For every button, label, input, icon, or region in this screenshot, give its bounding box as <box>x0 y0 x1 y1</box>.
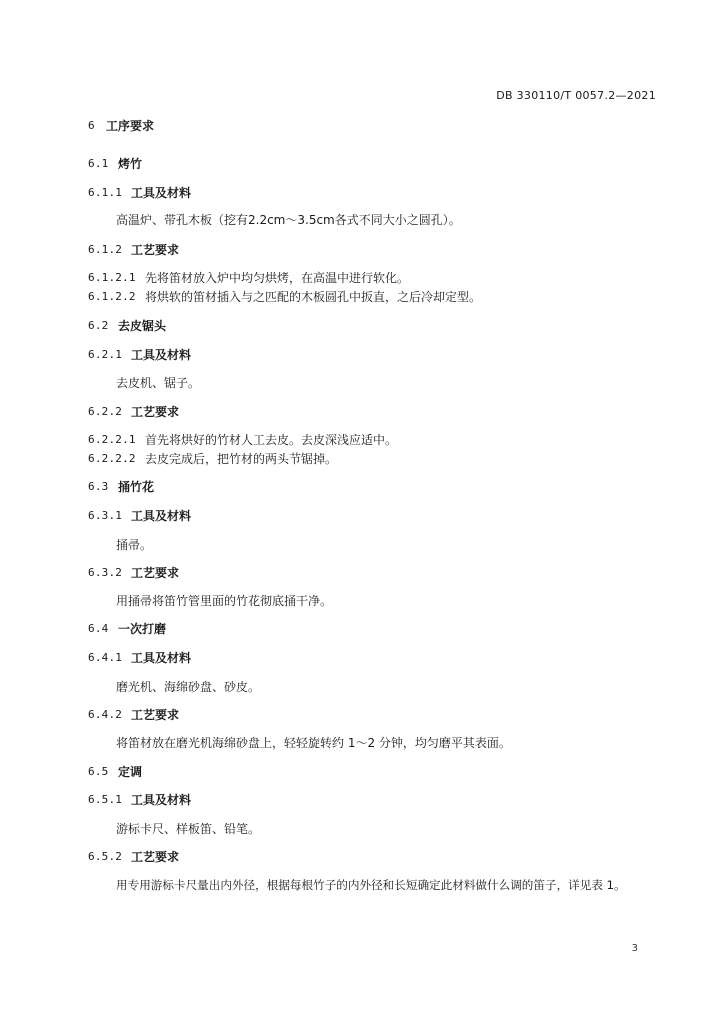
subsection-title: 工艺要求 <box>131 708 180 722</box>
subsection-title: 工艺要求 <box>131 850 180 864</box>
section-title: 定调 <box>118 765 143 779</box>
section-number: 6.5 <box>88 765 109 778</box>
clause-text: 先将笛材放入炉中均匀烘烤，在高温中进行软化。 <box>145 271 410 285</box>
paragraph-text: 游标卡尺、样板笛、铅笔。 <box>116 822 261 836</box>
clause-number: 6.1.2.1 <box>88 271 136 284</box>
section-number: 6.1 <box>88 157 109 170</box>
subsection-number: 6.4.2 <box>88 708 123 721</box>
paragraph-text: 用捅帚将笛竹管里面的竹花彻底捅干净。 <box>116 594 333 608</box>
subsection-title: 工具及材料 <box>131 348 192 362</box>
paragraph-text: 将笛材放在磨光机海绵砂盘上，轻轻旋转约 1～2 分钟，均匀磨平其表面。 <box>116 736 511 750</box>
page-number: 3 <box>631 943 638 954</box>
clause-number: 6.2.2.1 <box>88 433 136 446</box>
subsection-title: 工具及材料 <box>131 651 192 665</box>
subsection-number: 6.5.2 <box>88 850 123 863</box>
subsection-number: 6.5.1 <box>88 793 123 806</box>
subsection-number: 6.2.2 <box>88 405 123 418</box>
subsection-title: 工具及材料 <box>131 186 192 200</box>
section-number: 6 <box>88 119 95 132</box>
section-number: 6.3 <box>88 480 109 493</box>
clause-number: 6.2.2.2 <box>88 452 136 465</box>
section-title: 去皮锯头 <box>118 319 167 333</box>
section-title: 捅竹花 <box>118 480 155 494</box>
subsection-number: 6.3.1 <box>88 509 123 522</box>
paragraph-text: 磨光机、海绵砂盘、砂皮。 <box>116 680 261 694</box>
subsection-title: 工具及材料 <box>131 509 192 523</box>
subsection-title: 工艺要求 <box>131 566 180 580</box>
paragraph-text: 高温炉、带孔木板（挖有2.2cm～3.5cm各式不同大小之圆孔）。 <box>116 213 461 227</box>
subsection-title: 工艺要求 <box>131 405 180 419</box>
subsection-number: 6.1.2 <box>88 243 123 256</box>
section-title: 烤竹 <box>118 157 143 171</box>
section-title: 工序要求 <box>106 119 155 133</box>
clause-text: 去皮完成后，把竹材的两头节锯掉。 <box>145 452 338 466</box>
paragraph-text: 用专用游标卡尺量出内外径，根据每根竹子的内外径和长短确定此材料做什么调的笛子，详见表 1。 <box>116 878 626 892</box>
subsection-number: 6.1.1 <box>88 186 123 199</box>
clause-text: 首先将烘好的竹材人工去皮。去皮深浅应适中。 <box>145 433 398 447</box>
subsection-number: 6.4.1 <box>88 651 123 664</box>
clause-number: 6.1.2.2 <box>88 290 136 303</box>
subsection-title: 工具及材料 <box>131 793 192 807</box>
document-code: DB 330110/T 0057.2—2021 <box>496 89 656 102</box>
section-number: 6.4 <box>88 622 109 635</box>
section-title: 一次打磨 <box>118 622 167 636</box>
paragraph-text: 去皮机、锯子。 <box>116 376 201 390</box>
subsection-number: 6.2.1 <box>88 348 123 361</box>
subsection-number: 6.3.2 <box>88 566 123 579</box>
section-number: 6.2 <box>88 319 109 332</box>
clause-text: 将烘软的笛材插入与之匹配的木板圆孔中扳直，之后冷却定型。 <box>145 290 482 304</box>
paragraph-text: 捅帚。 <box>116 538 153 552</box>
subsection-title: 工艺要求 <box>131 243 180 257</box>
